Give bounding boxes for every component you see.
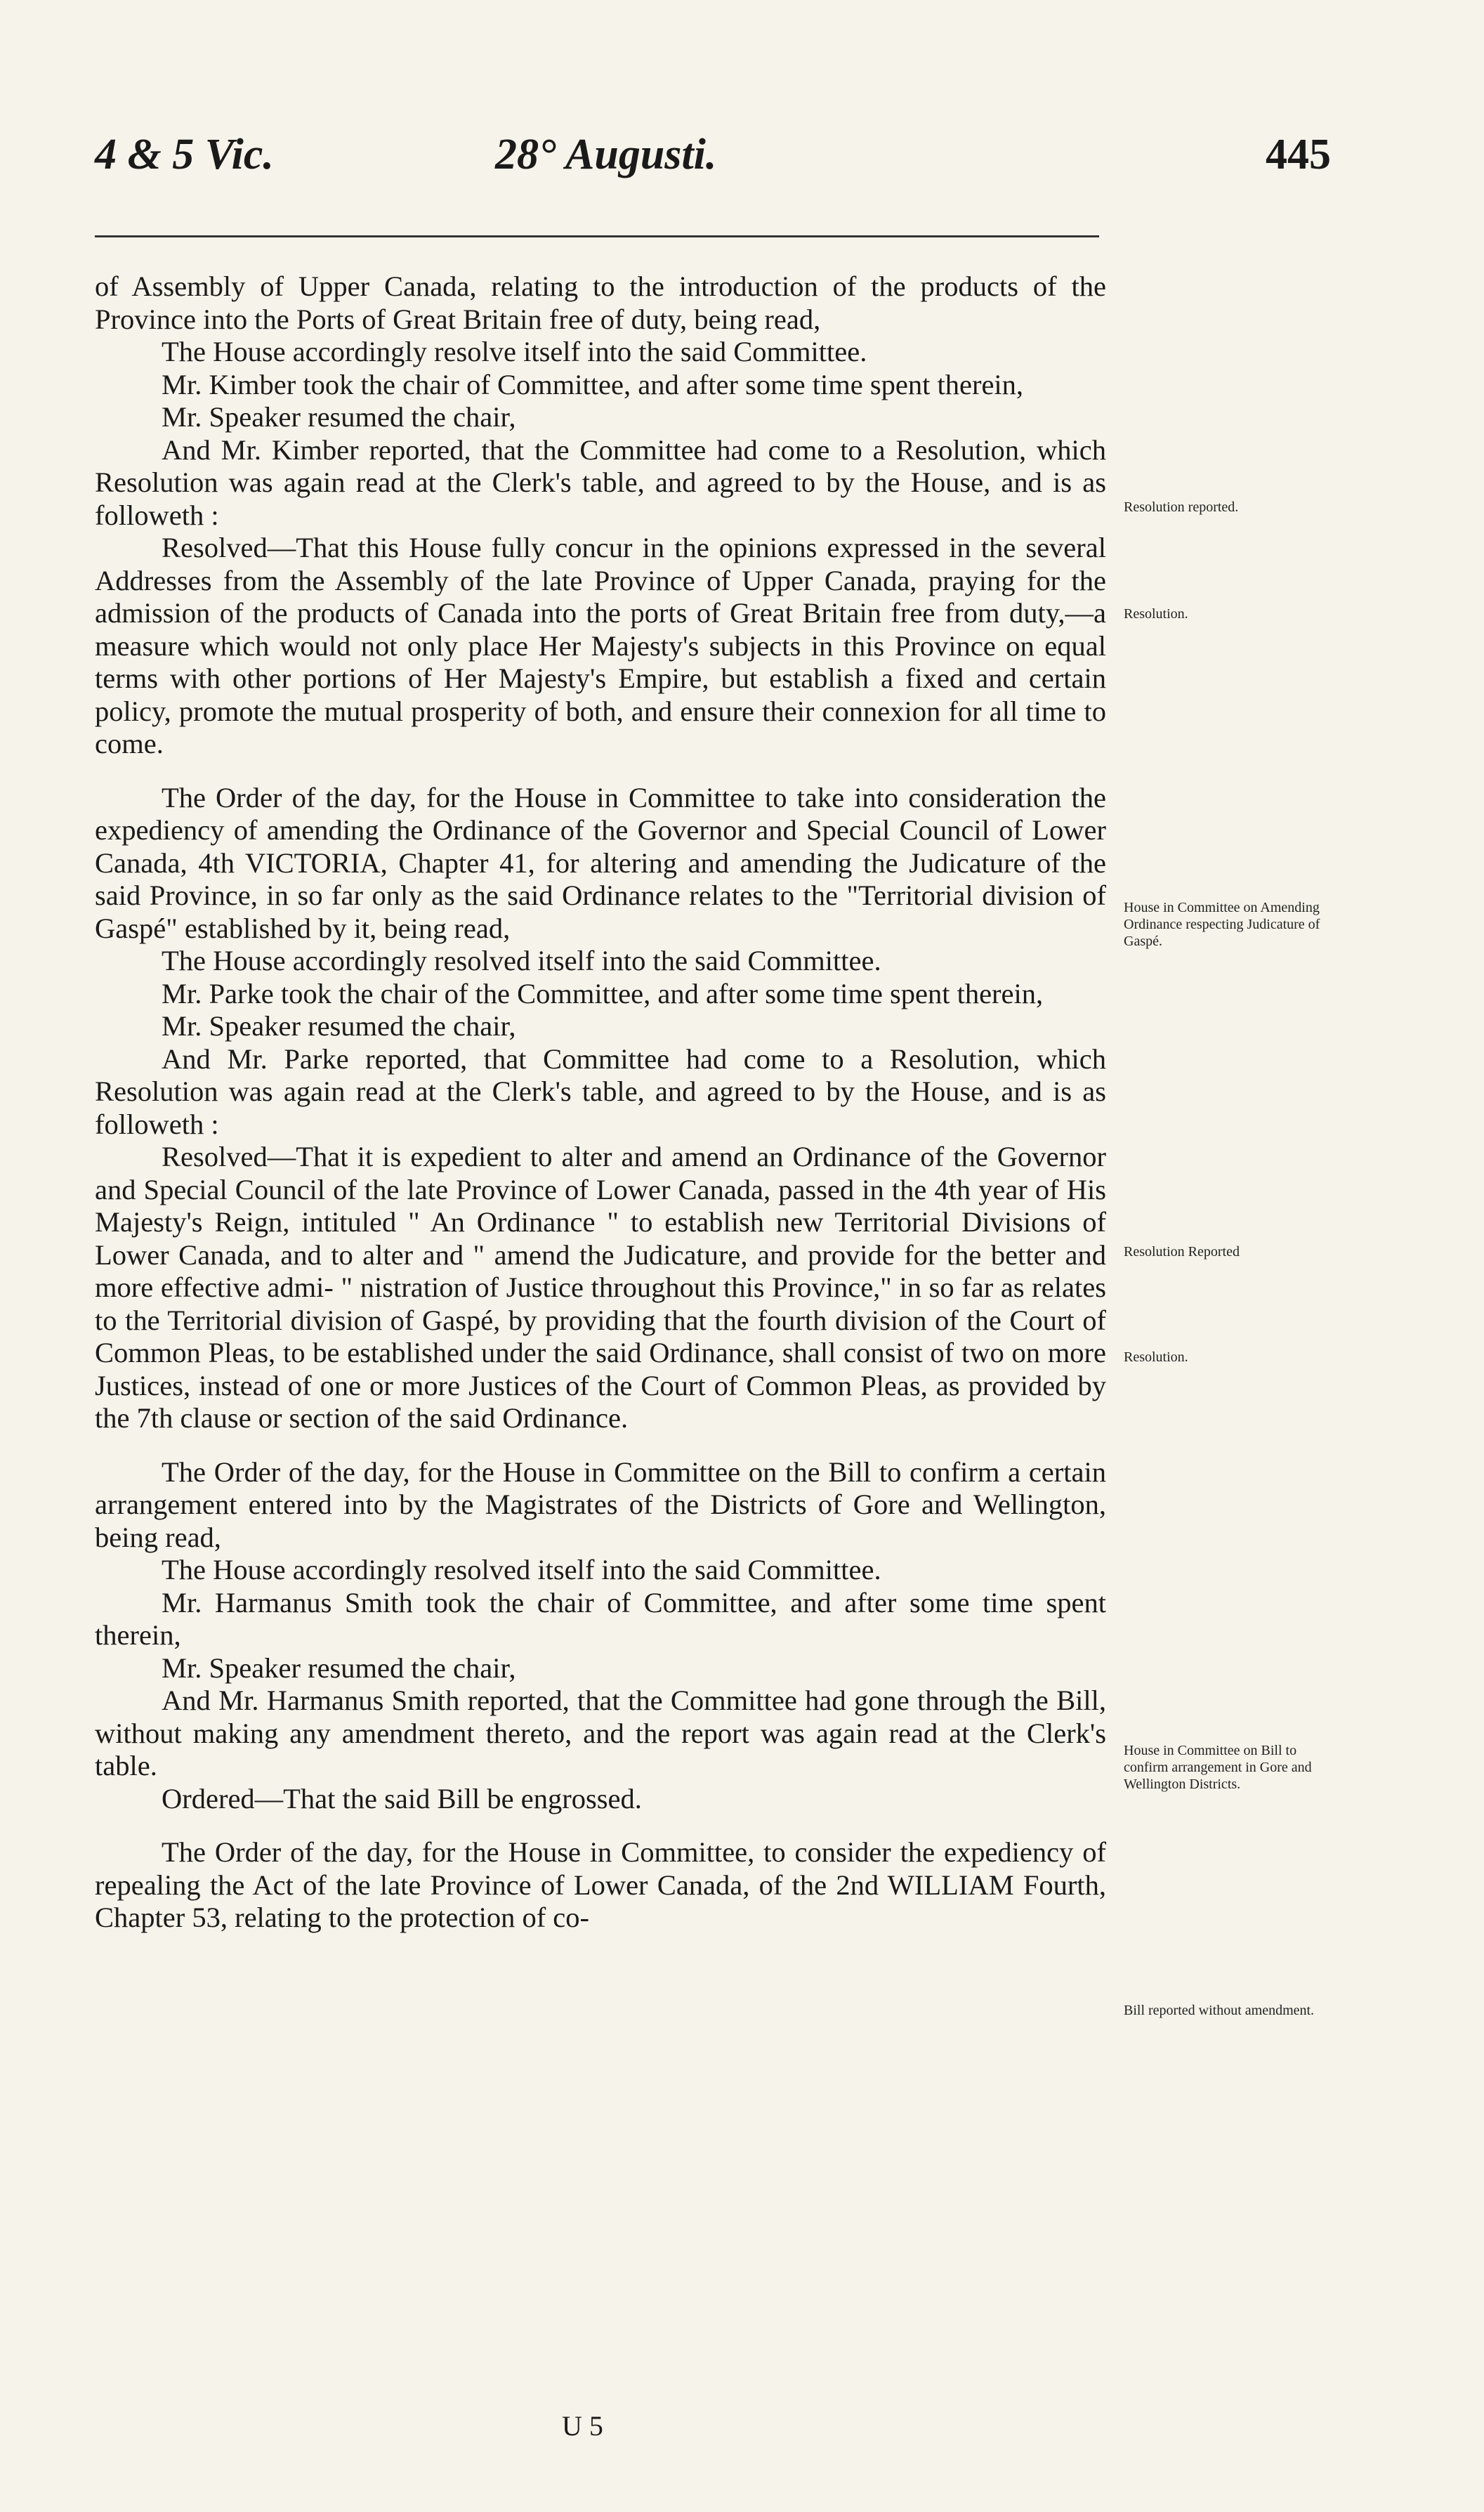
paragraph: The Order of the day, for the House in Committee, to consider the expediency of repealing the Act of the late Province of Lower Canada, of the 2nd WILLIAM Fourth, Chapter 53, relating to the protection of co- xyxy=(95,1836,1106,1933)
margin-note: House in Committee on Amending Ordinance respecting Judicature of Gaspé. xyxy=(1124,900,1320,949)
paragraph: Mr. Speaker resumed the chair, xyxy=(162,1010,516,1042)
paragraph: Mr. Speaker resumed the chair, xyxy=(162,1651,516,1684)
paragraph: Mr. Parke took the chair of the Committee, and after some time spent therein, xyxy=(162,977,1044,1009)
margin-note: House in Committee on Bill to confirm arrangement in Gore and Wellington Districts. xyxy=(1124,1743,1312,1792)
page-number: 445 xyxy=(1266,131,1331,178)
paragraph: Ordered—That the said Bill be engrossed. xyxy=(162,1782,642,1814)
paragraph: Resolved—That it is expedient to alter and amend an Ordinance of the Governor and Special Council of the late Province of Lower Canada, passed in the 4th year of His Majesty's Reign, intituled " An Ordinance " to establish new Territorial Divisions of Lower Canada, and to alter and " amend the Judicature, and provide for the better and more effective admi- " nistration of Justice throughout this Province," in so far as relates to the Territorial division of Gaspé, by providing that the fourth division of the Court of Common Pleas, to be established under the said Ordinance, shall consist of two on more Justices, instead of one or more Justices of the Court of Common Pleas, as provided by the 7th clause or section of the said Ordinance. xyxy=(95,1141,1106,1434)
signature-mark: U 5 xyxy=(562,2410,603,2442)
margin-note: Bill reported without amendment. xyxy=(1124,2003,1315,2018)
paragraph: Mr. Kimber took the chair of Committee, and after some time spent therein, xyxy=(162,368,1024,400)
paragraph: The House accordingly resolved itself into the said Committee. xyxy=(162,945,881,976)
paragraph: Mr. Harmanus Smith took the chair of Committee, and after some time spent therein, xyxy=(95,1586,1106,1651)
paragraph: The Order of the day, for the House in Committee on the Bill to confirm a certain arrangement entered into by the Magistrates of the Districts of Gore and Wellington, being read, xyxy=(95,1455,1106,1553)
running-header xyxy=(95,130,1331,193)
paragraph: The House accordingly resolve itself into the said Committee. xyxy=(162,336,867,367)
regnal-year: 4 & 5 Vic. xyxy=(95,131,274,178)
journal-text xyxy=(95,270,1106,1935)
margin-note: Resolution. xyxy=(1124,1349,1188,1365)
margin-note: Resolution Reported xyxy=(1124,1244,1240,1260)
paragraph: And Mr. Harmanus Smith reported, that the Committee had gone through the Bill, without making any amendment thereto, and the report was again read at the Clerk's table. xyxy=(95,1685,1106,1781)
paragraph: And Mr. Kimber reported, that the Committee had come to a Resolution, which Resolution was again read at the Clerk's table, and agreed to by the House, and is as followeth : xyxy=(95,433,1106,531)
margin-note: Resolution reported. xyxy=(1124,499,1239,515)
paragraph: Mr. Speaker resumed the chair, xyxy=(162,401,516,433)
header-rule xyxy=(95,235,1099,237)
paragraph: The Order of the day, for the House in Committee to take into consideration the expediency of amending the Ordinance of the Governor and Special Council of Lower Canada, 4th VICTORIA, Chapter 41, for altering and amending the Judicature of the said Province, in so far only as the said Ordinance relates to the "Territorial division of Gaspé" established by it, being read, xyxy=(95,781,1106,944)
paragraph: And Mr. Parke reported, that Committee had come to a Resolution, which Resolution was again read at the Clerk's table, and agreed to by the House, and is as followeth : xyxy=(95,1042,1106,1140)
paragraph: The House accordingly resolved itself into the said Committee. xyxy=(162,1554,881,1585)
margin-note: Resolution. xyxy=(1124,606,1188,622)
date-heading: 28° Augusti. xyxy=(495,131,717,178)
paragraph: Resolved—That this House fully concur in the opinions expressed in the several Addresses from the Assembly of the late Province of Upper Canada, praying for the admission of the products of Canada into the ports of Great Britain free from duty,—a measure which would not only place Her Majesty's subjects in this Province on equal terms with other portions of Her Majesty's Empire, but establish a fixed and certain policy, promote the mutual prosperity of both, and ensure their connexion for all time to come. xyxy=(95,532,1106,759)
paragraph: of Assembly of Upper Canada, relating to the introduction of the products of the Province into the Ports of Great Britain free of duty, being read, xyxy=(95,270,1106,335)
